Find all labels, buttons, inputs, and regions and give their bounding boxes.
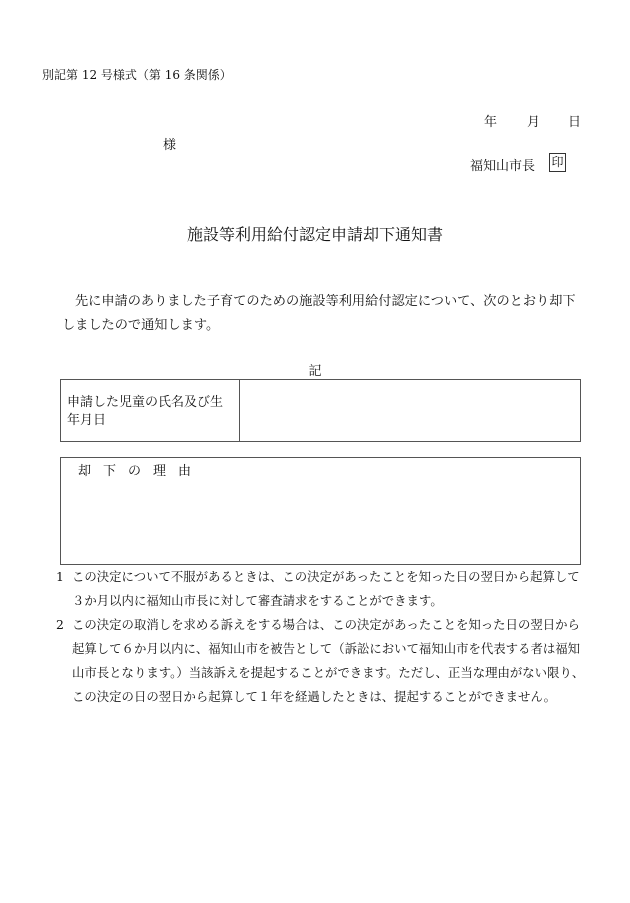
issuer-name: 福知山市長	[470, 159, 536, 174]
child-info-label-line1: 申請した児童の氏名及び生	[67, 395, 224, 410]
seal-box: 印	[549, 153, 566, 172]
ki-heading: 記	[308, 364, 322, 379]
child-info-value	[240, 380, 581, 442]
notes-list	[56, 565, 586, 709]
note-item	[56, 613, 586, 709]
child-info-label	[61, 380, 240, 442]
reason-label: 却下の理由	[78, 464, 204, 479]
note-text: この決定について不服があるときは、この決定があったことを知った日の翌日から起算して３か月以内に福知山市長に対して審査請求をすることができます。	[72, 569, 580, 608]
note-number: 2	[56, 617, 64, 632]
document-title: 施設等利用給付認定申請却下通知書	[186, 225, 443, 244]
child-info-table	[60, 379, 581, 442]
date-day-label: 日	[568, 115, 582, 130]
note-item	[56, 565, 586, 613]
form-number: 別記第 12 号様式（第 16 条関係）	[42, 68, 232, 82]
date-year-label: 年	[484, 115, 498, 130]
date-month-label: 月	[527, 115, 541, 130]
body-paragraph: 先に申請のありました子育てのための施設等利用給付認定について、次のとおり却下しましたので通知します。	[62, 294, 576, 333]
note-text: この決定の取消しを求める訴えをする場合は、この決定があったことを知った日の翌日から起算して６か月以内に、福知山市を被告として（訴訟において福知山市を代表する者は福知山市長となります。）当該訴えを提起することができます。ただし、正当な理由がない限り、この決定の日の翌日から起算して１年を経過したときは、提起することができません。	[72, 617, 585, 704]
addressee-suffix: 様	[163, 138, 177, 153]
note-number: 1	[56, 569, 64, 584]
child-info-label-line2: 年月日	[67, 413, 107, 428]
reason-box	[60, 457, 581, 565]
